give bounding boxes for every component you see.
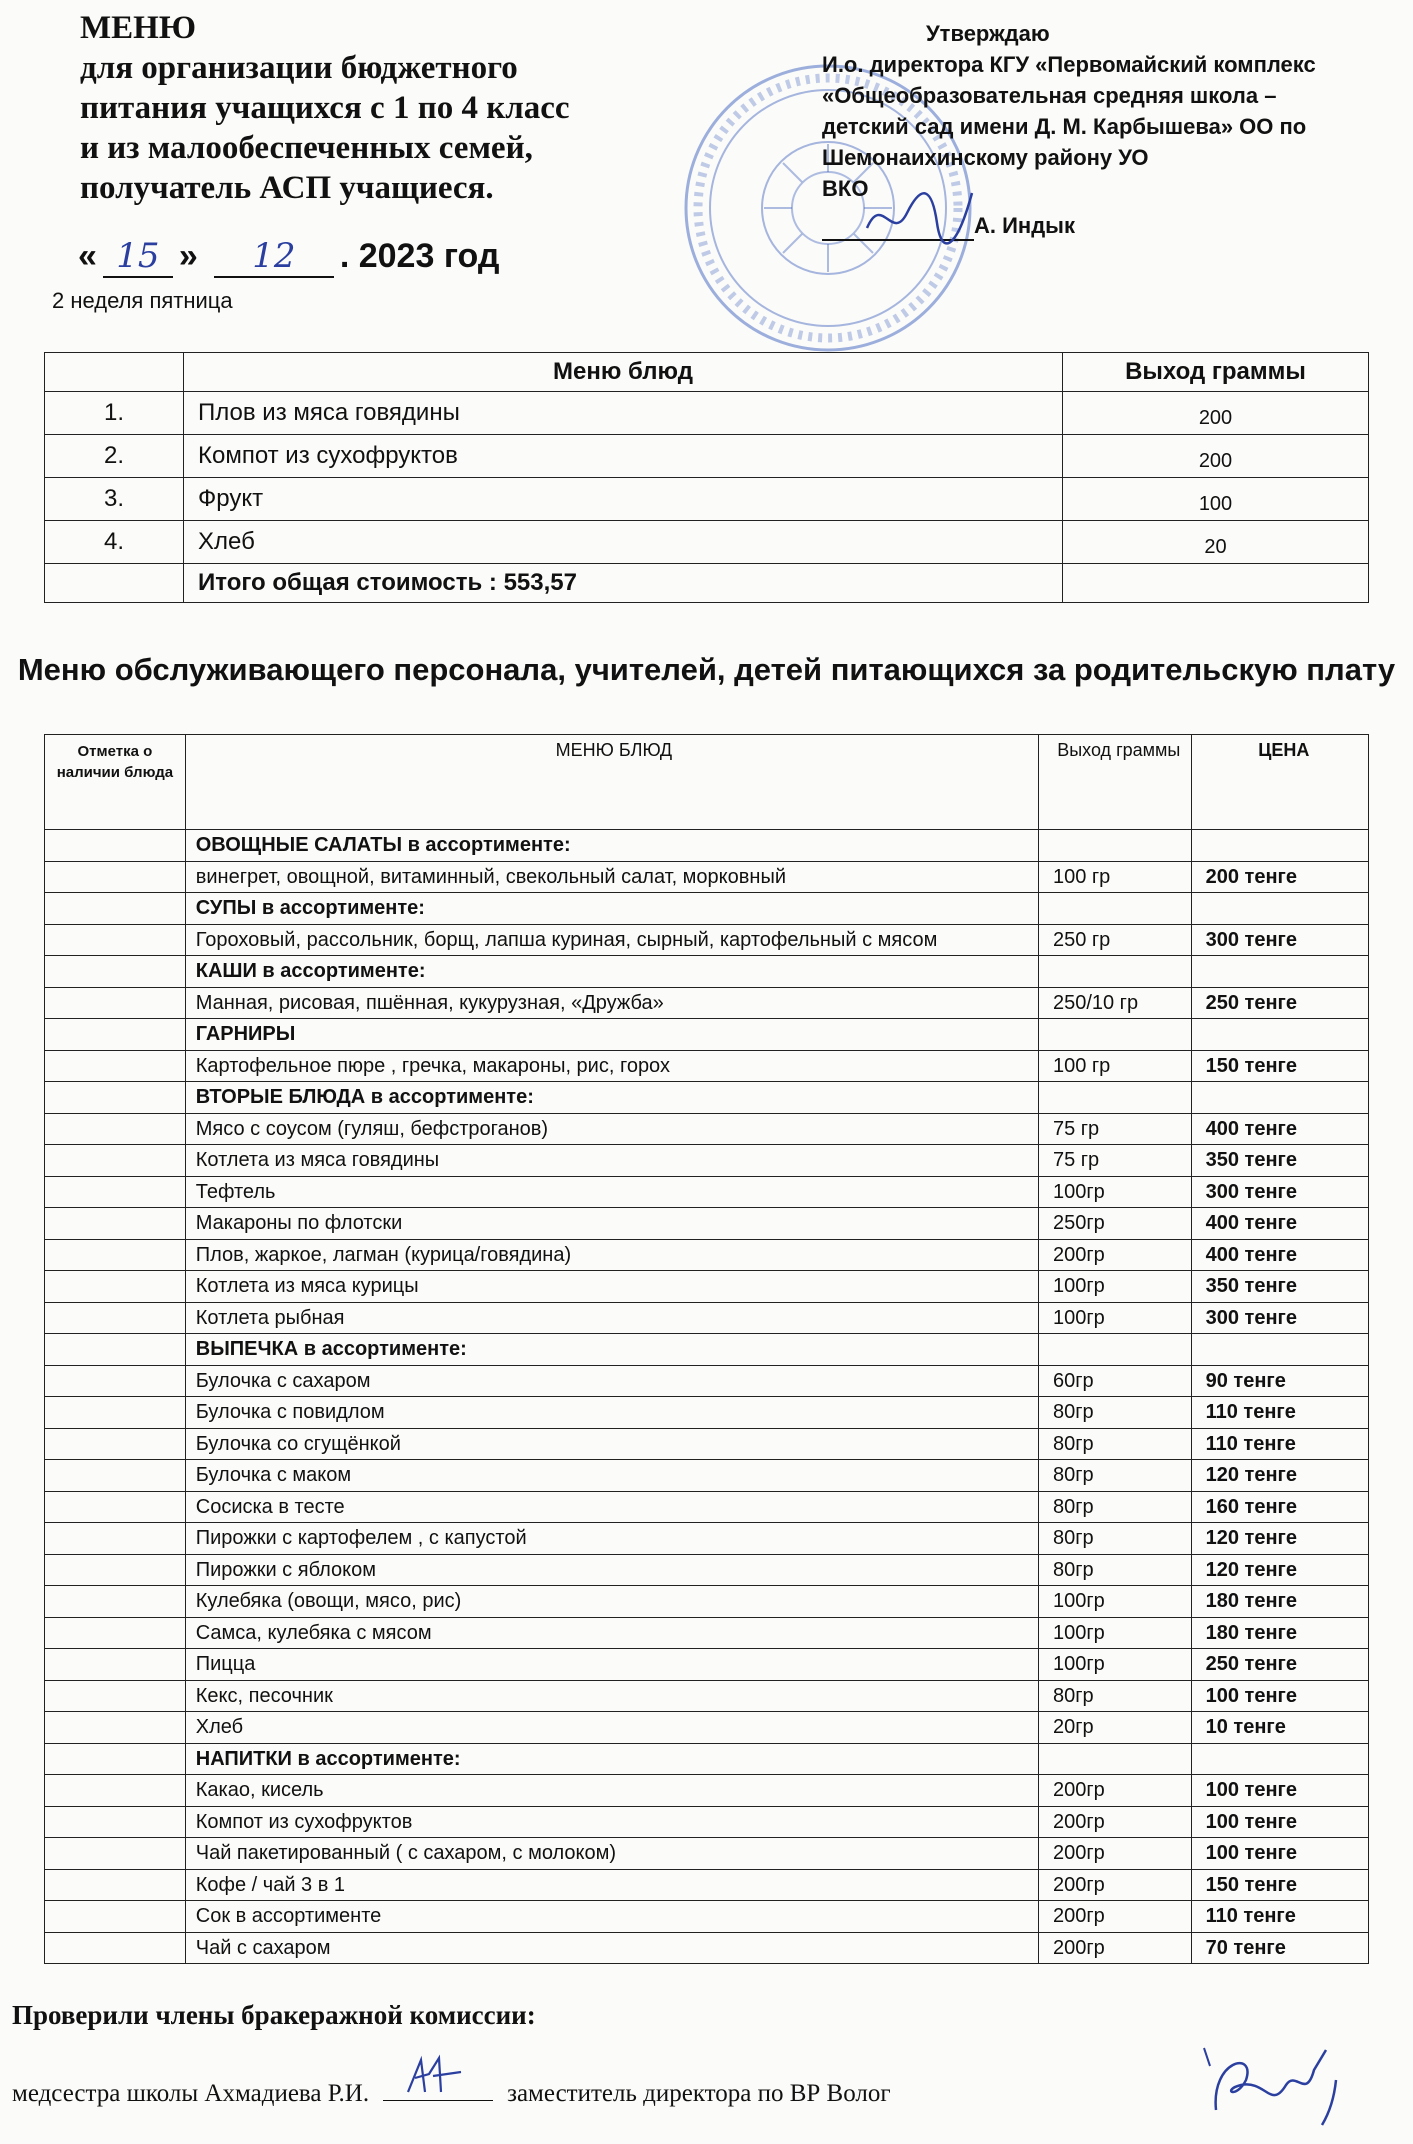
row-mark [45,1365,186,1397]
row-mark [45,1932,186,1964]
row-price [1191,1019,1368,1051]
row-price [1191,1082,1368,1114]
row-grams [1038,1334,1191,1366]
row-grams: 75 гр [1038,1145,1191,1177]
row-price: 100 тенге [1191,1806,1368,1838]
header-dish: МЕНЮ БЛЮД [185,735,1038,830]
row-grams: 200гр [1038,1775,1191,1807]
row-mark [45,1806,186,1838]
table-row [45,1523,1369,1555]
category-row [45,893,1369,925]
table-row [45,1050,1369,1082]
table-row [45,1239,1369,1271]
row-grams: 200гр [1038,1869,1191,1901]
table-row [45,1869,1369,1901]
row-price: 180 тенге [1191,1617,1368,1649]
category-row [45,1334,1369,1366]
budget-menu-table [44,352,1369,603]
date-year: . 2023 год [339,237,500,275]
menu-date [78,236,499,278]
staff-header-row [45,735,1369,830]
budget-total-row [45,564,1369,603]
row-grams [1038,1019,1191,1051]
row-price: 300 тенге [1191,1176,1368,1208]
row-grams: 80гр [1038,1680,1191,1712]
row-grams: 200гр [1038,1838,1191,1870]
table-row [45,1302,1369,1334]
row-mark [45,1775,186,1807]
title-line-1: МЕНЮ [80,10,196,46]
row-dish: Кекс, песочник [185,1680,1038,1712]
menu-title [80,8,570,208]
row-grams: 200 [1063,392,1369,435]
nurse-signature-line [383,2076,493,2101]
director-signature-line [822,213,974,241]
row-dish: Котлета из мяса говядины [185,1145,1038,1177]
row-price: 110 тенге [1191,1428,1368,1460]
row-dish: Котлета из мяса курицы [185,1271,1038,1303]
row-grams: 200гр [1038,1239,1191,1271]
row-mark [45,1271,186,1303]
table-row [45,861,1369,893]
row-price [1191,956,1368,988]
row-price: 200 тенге [1191,861,1368,893]
row-dish: Булочка с сахаром [185,1365,1038,1397]
table-row [45,1271,1369,1303]
row-grams [1038,893,1191,925]
row-price: 120 тенге [1191,1554,1368,1586]
approval-signer: А. Индык [974,213,1075,238]
staff-menu-table [44,734,1369,1964]
row-mark [45,1617,186,1649]
table-row [45,1838,1369,1870]
table-row [45,1775,1369,1807]
date-month: 12 [214,236,334,278]
deputy-signature-icon [1196,2040,1356,2130]
approval-line-4: Шемонаихинскому району УО [822,145,1149,170]
row-dish: Пицца [185,1649,1038,1681]
row-mark [45,1082,186,1114]
row-price: 300 тенге [1191,1302,1368,1334]
commission-signatures [12,2076,891,2108]
nurse-signature-icon [403,2052,473,2102]
table-row [45,1680,1369,1712]
table-row [45,1428,1369,1460]
title-line-5: получатель АСП учащиеся. [80,170,494,206]
table-row [45,1586,1369,1618]
row-price: 100 тенге [1191,1680,1368,1712]
row-num: 1. [45,392,184,435]
category-row [45,830,1369,862]
title-line-4: и из малообеспеченных семей, [80,130,533,166]
row-dish: Гороховый, рассольник, борщ, лапша куриная, сырный, картофельный с мясом [185,924,1038,956]
row-dish: Хлеб [185,1712,1038,1744]
row-mark [45,1113,186,1145]
category-name: КАШИ в ассортименте: [185,956,1038,988]
row-grams: 80гр [1038,1491,1191,1523]
row-mark [45,1428,186,1460]
row-dish: Компот из сухофруктов [184,435,1063,478]
row-grams: 100гр [1038,1176,1191,1208]
row-dish: Пирожки с картофелем , с капустой [185,1523,1038,1555]
row-grams: 100 [1063,478,1369,521]
director-signature-icon [862,183,982,253]
row-price: 90 тенге [1191,1365,1368,1397]
row-mark [45,1176,186,1208]
row-mark [45,893,186,925]
row-price: 100 тенге [1191,1775,1368,1807]
row-dish: Картофельное пюре , гречка, макароны, рис, горох [185,1050,1038,1082]
row-mark [45,1838,186,1870]
row-mark [45,1712,186,1744]
budget-total: Итого общая стоимость : 553,57 [184,564,1063,603]
row-grams: 80гр [1038,1523,1191,1555]
date-close-quote: » [178,237,198,275]
row-price: 120 тенге [1191,1460,1368,1492]
approval-line-3: детский сад имени Д. М. Карбышева» ОО по [822,114,1307,139]
row-dish: Самса, кулебяка с мясом [185,1617,1038,1649]
row-dish: Булочка с повидлом [185,1397,1038,1429]
row-grams: 20 [1063,521,1369,564]
approval-line-5: ВКО [822,176,869,201]
row-price: 70 тенге [1191,1932,1368,1964]
row-grams: 20гр [1038,1712,1191,1744]
row-price: 160 тенге [1191,1491,1368,1523]
total-grams [1063,564,1369,603]
table-row [45,1113,1369,1145]
row-grams: 80гр [1038,1460,1191,1492]
category-name: НАПИТКИ в ассортименте: [185,1743,1038,1775]
total-num [45,564,184,603]
row-price: 350 тенге [1191,1271,1368,1303]
row-price [1191,830,1368,862]
row-grams: 100гр [1038,1617,1191,1649]
approval-heading: Утверждаю [926,21,1050,46]
commission-checked: Проверили члены бракеражной комиссии: [12,2000,536,2030]
row-mark [45,1302,186,1334]
row-dish: Кулебяка (овощи, мясо, рис) [185,1586,1038,1618]
row-price [1191,893,1368,925]
row-mark [45,1019,186,1051]
row-dish: Тефтель [185,1176,1038,1208]
row-price: 150 тенге [1191,1050,1368,1082]
row-dish: Сосиска в тесте [185,1491,1038,1523]
row-mark [45,1649,186,1681]
row-grams: 80гр [1038,1554,1191,1586]
row-price: 100 тенге [1191,1838,1368,1870]
row-price: 400 тенге [1191,1239,1368,1271]
row-grams [1038,1743,1191,1775]
row-dish: Плов из мяса говядины [184,392,1063,435]
row-grams: 80гр [1038,1397,1191,1429]
row-dish: Чай с сахаром [185,1932,1038,1964]
row-dish: Плов, жаркое, лагман (курица/говядина) [185,1239,1038,1271]
row-grams: 200 [1063,435,1369,478]
row-num: 4. [45,521,184,564]
category-name: ВТОРЫЕ БЛЮДА в ассортименте: [185,1082,1038,1114]
budget-header-grams: Выход граммы [1063,353,1369,392]
row-price: 350 тенге [1191,1145,1368,1177]
category-name: СУПЫ в ассортименте: [185,893,1038,925]
row-dish: Булочка со сгущёнкой [185,1428,1038,1460]
table-row [45,1649,1369,1681]
nurse-name: медсестра школы Ахмадиева Р.И. [12,2080,370,2107]
row-mark [45,1460,186,1492]
row-grams [1038,830,1191,862]
table-row [45,1460,1369,1492]
table-row [45,1901,1369,1933]
table-row [45,521,1369,564]
table-row [45,1554,1369,1586]
row-price: 110 тенге [1191,1397,1368,1429]
row-mark [45,1491,186,1523]
row-grams: 200гр [1038,1932,1191,1964]
row-dish: Манная, рисовая, пшённая, кукурузная, «Дружба» [185,987,1038,1019]
row-price: 250 тенге [1191,1649,1368,1681]
row-price: 10 тенге [1191,1712,1368,1744]
row-grams: 100гр [1038,1302,1191,1334]
header-grams: Выход граммы [1038,735,1191,830]
row-dish: Какао, кисель [185,1775,1038,1807]
approval-line-1: И.о. директора КГУ «Первомайский комплекс [822,52,1316,77]
row-mark [45,1239,186,1271]
table-row [45,1806,1369,1838]
budget-header-row [45,353,1369,392]
row-mark [45,1208,186,1240]
table-row [45,1365,1369,1397]
row-price: 400 тенге [1191,1208,1368,1240]
row-grams: 250 гр [1038,924,1191,956]
table-row [45,1712,1369,1744]
table-row [45,435,1369,478]
row-dish: Пирожки с яблоком [185,1554,1038,1586]
row-price: 180 тенге [1191,1586,1368,1618]
deputy-name: заместитель директора по ВР Волог [507,2080,891,2107]
approval-line-2: «Общеобразовательная средняя школа – [822,83,1277,108]
header-price: ЦЕНА [1191,735,1368,830]
table-row [45,1176,1369,1208]
row-grams: 100 гр [1038,861,1191,893]
row-grams [1038,956,1191,988]
row-mark [45,987,186,1019]
table-row [45,478,1369,521]
row-price: 400 тенге [1191,1113,1368,1145]
row-mark [45,830,186,862]
table-row [45,1932,1369,1964]
row-grams: 75 гр [1038,1113,1191,1145]
table-row [45,1145,1369,1177]
approval-signature-row [822,210,1316,241]
row-price: 110 тенге [1191,1901,1368,1933]
row-price [1191,1743,1368,1775]
row-price: 150 тенге [1191,1869,1368,1901]
row-dish: Котлета рыбная [185,1302,1038,1334]
category-row [45,1019,1369,1051]
row-grams: 100 гр [1038,1050,1191,1082]
title-line-3: питания учащихся с 1 по 4 класс [80,90,570,126]
title-line-2: для организации бюджетного [80,50,518,86]
row-dish: Хлеб [184,521,1063,564]
row-mark [45,1334,186,1366]
category-name: ГАРНИРЫ [185,1019,1038,1051]
week-label: 2 неделя пятница [52,288,233,313]
row-price [1191,1334,1368,1366]
row-dish: Кофе / чай 3 в 1 [185,1869,1038,1901]
row-grams: 250/10 гр [1038,987,1191,1019]
row-mark [45,1145,186,1177]
row-mark [45,861,186,893]
row-dish: Чай пакетированный ( с сахаром, с молоком) [185,1838,1038,1870]
row-grams: 100гр [1038,1271,1191,1303]
row-mark [45,1680,186,1712]
approval-block [822,18,1316,241]
row-grams: 200гр [1038,1901,1191,1933]
category-row [45,1743,1369,1775]
table-row [45,1617,1369,1649]
date-day: 15 [103,236,173,278]
row-num: 3. [45,478,184,521]
row-mark [45,1586,186,1618]
table-row [45,392,1369,435]
budget-header-dish: Меню блюд [184,353,1063,392]
row-num: 2. [45,435,184,478]
row-price: 250 тенге [1191,987,1368,1019]
table-row [45,924,1369,956]
row-mark [45,1554,186,1586]
row-dish: винегрет, овощной, витаминный, свекольный салат, морковный [185,861,1038,893]
row-mark [45,924,186,956]
category-name: ВЫПЕЧКА в ассортименте: [185,1334,1038,1366]
category-row [45,1082,1369,1114]
row-grams [1038,1082,1191,1114]
row-mark [45,1523,186,1555]
table-row [45,1208,1369,1240]
row-dish: Булочка с маком [185,1460,1038,1492]
row-dish: Макароны по флотски [185,1208,1038,1240]
row-price: 300 тенге [1191,924,1368,956]
table-row [45,987,1369,1019]
row-grams: 200гр [1038,1806,1191,1838]
row-dish: Мясо с соусом (гуляш, бефстроганов) [185,1113,1038,1145]
row-grams: 100гр [1038,1649,1191,1681]
table-row [45,1491,1369,1523]
row-mark [45,1901,186,1933]
row-grams: 80гр [1038,1428,1191,1460]
budget-header-num [45,353,184,392]
row-dish: Фрукт [184,478,1063,521]
row-dish: Сок в ассортименте [185,1901,1038,1933]
row-mark [45,1397,186,1429]
category-name: ОВОЩНЫЕ САЛАТЫ в ассортименте: [185,830,1038,862]
row-mark [45,1869,186,1901]
row-price: 120 тенге [1191,1523,1368,1555]
row-grams: 250гр [1038,1208,1191,1240]
row-grams: 60гр [1038,1365,1191,1397]
row-mark [45,1743,186,1775]
staff-menu-title: Меню обслуживающего персонала, учителей, детей питающихся за родительскую плату [17,652,1396,687]
row-dish: Компот из сухофруктов [185,1806,1038,1838]
header-mark: Отметка о наличии блюда [45,735,186,830]
category-row [45,956,1369,988]
date-open-quote: « [78,237,97,275]
row-mark [45,956,186,988]
row-mark [45,1050,186,1082]
table-row [45,1397,1369,1429]
row-grams: 100гр [1038,1586,1191,1618]
